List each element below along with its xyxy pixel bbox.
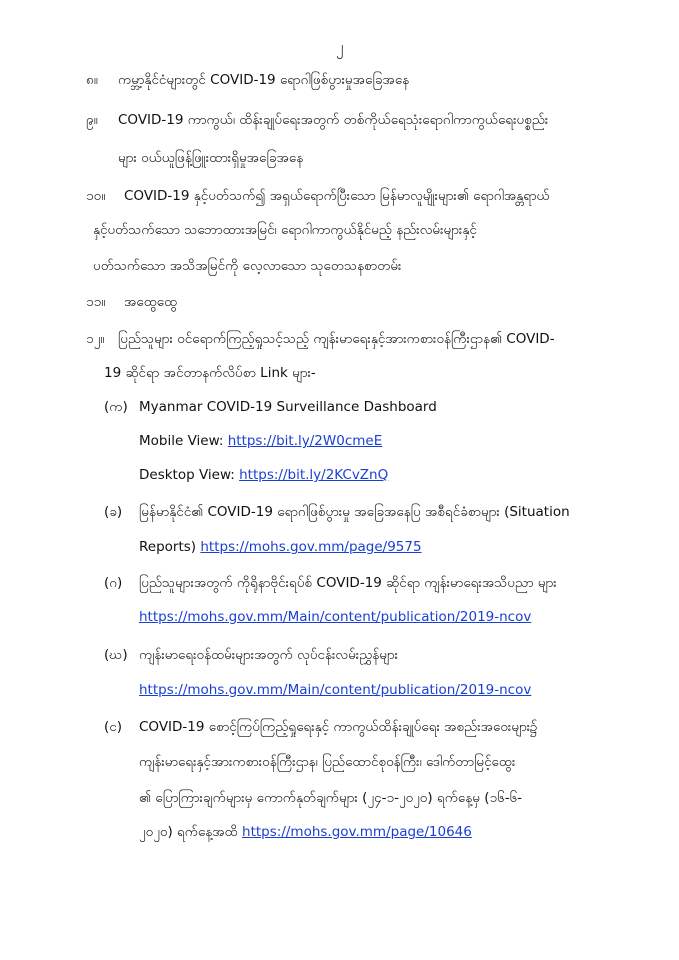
item-text: အထွေထွေ — [124, 294, 178, 310]
subitem-text: COVID-19 စောင့်ကြပ်ကြည့်ရှုရေးနှင့် ကာကွယ်ထိန်းချုပ်ရေး အစည်းအဝေးများ၌ — [139, 719, 538, 735]
date-range-text: ၂၀၂၀) ရက်နေ့အထိ — [139, 824, 238, 840]
situation-reports-line — [139, 537, 422, 557]
subitem-text: ကျန်းမာရေးနှင့်အားကစားဝန်ကြီးဌာန၊ ပြည်ထောင်စုဝန်ကြီး၊ ဒေါက်တာမြင့်ထွေး — [139, 754, 516, 770]
subitem-label: (င) — [104, 719, 123, 735]
subitem-label: (က) — [104, 399, 128, 415]
mobile-view-link[interactable]: https://bit.ly/2W0cmeE — [227, 433, 383, 449]
link-line — [139, 607, 531, 627]
item-number: ၉။ — [86, 112, 98, 128]
link-line — [139, 680, 531, 700]
page-number: ၂ — [335, 38, 344, 56]
situation-reports-link[interactable]: https://mohs.gov.mm/page/9575 — [200, 539, 422, 555]
item-text: များ ဝယ်ယူဖြန့်ဖြူးထားရှိမှုအခြေအနေ — [118, 150, 304, 166]
item-text: ကမ္ဘာ့နိုင်ငံများတွင် COVID-19 ရောဂါဖြစ်ပွားမှုအခြေအနေ — [118, 72, 410, 88]
subitem-label: (ဃ) — [104, 647, 128, 663]
union-minister-statements-link[interactable]: https://mohs.gov.mm/page/10646 — [242, 824, 472, 840]
desktop-view-line — [139, 465, 388, 485]
item-number: ၁၀။ — [86, 188, 106, 204]
subitem-text: ၏ ပြောကြားချက်များမှ ကောက်နုတ်ချက်များ (၂၄-၁-၂၀၂၀) ရက်နေ့မှ (၁၆-၆- — [139, 790, 523, 806]
item-text: ပြည်သူများ ဝင်ရောက်ကြည့်ရှုသင့်သည့် ကျန်းမာရေးနှင့်အားကစားဝန်ကြီးဌာန၏ COVID- — [118, 331, 555, 347]
public-health-knowledge-link[interactable]: https://mohs.gov.mm/Main/content/publication/2019-ncov — [139, 609, 532, 625]
subitem-text: ပြည်သူများအတွက် ကိုရိုနာဗိုင်းရပ်စ် COVID-19 ဆိုင်ရာ ကျန်းမာရေးအသိပညာ များ — [139, 575, 557, 591]
subitem-text: မြန်မာနိုင်ငံ၏ COVID-19 ရောဂါဖြစ်ပွားမှု အခြေအနေပြ အစီရင်ခံစာများ (Situation — [139, 504, 570, 520]
item-text: COVID-19 ကာကွယ်၊ ထိန်းချုပ်ရေးအတွက် တစ်ကိုယ်ရေသုံးရောဂါကာကွယ်ရေးပစ္စည်း — [118, 112, 549, 128]
subitem-label: (ခ) — [104, 504, 123, 520]
mobile-view-label: Mobile View: — [139, 433, 224, 449]
subitem-title: Myanmar COVID-19 Surveillance Dashboard — [139, 399, 437, 415]
item-number: ၁၂။ — [86, 331, 105, 347]
item-text: COVID-19 နှင့်ပတ်သက်၍ အရှယ်ရောက်ပြီးသော မြန်မာလူမျိုးများ၏ ရောဂါအန္တရာယ် — [124, 188, 550, 204]
subitem-text: ကျန်းမာရေးဝန်ထမ်းများအတွက် လုပ်ငန်းလမ်းညွှန်များ — [139, 647, 399, 663]
union-minister-statements-line — [139, 822, 472, 842]
desktop-view-link[interactable]: https://bit.ly/2KCvZnQ — [239, 467, 389, 483]
item-number: ၈။ — [86, 72, 98, 88]
item-text: 19 ဆိုင်ရာ အင်တာနက်လိပ်စာ Link များ- — [104, 365, 316, 381]
situation-reports-label: Reports) — [139, 539, 197, 555]
item-text: ပတ်သက်သော အသိအမြင်ကို လေ့လာသော သုတေသနစာတမ်း — [93, 258, 402, 274]
mobile-view-line — [139, 431, 382, 451]
subitem-label: (ဂ) — [104, 575, 123, 591]
desktop-view-label: Desktop View: — [139, 467, 235, 483]
health-worker-guidelines-link[interactable]: https://mohs.gov.mm/Main/content/publication/2019-ncov — [139, 682, 532, 698]
item-text: နှင့်ပတ်သက်သော သဘောထားအမြင်၊ ရောဂါကာကွယ်နိုင်မည့် နည်းလမ်းများနှင့် — [93, 222, 477, 238]
item-number: ၁၁။ — [86, 294, 106, 310]
